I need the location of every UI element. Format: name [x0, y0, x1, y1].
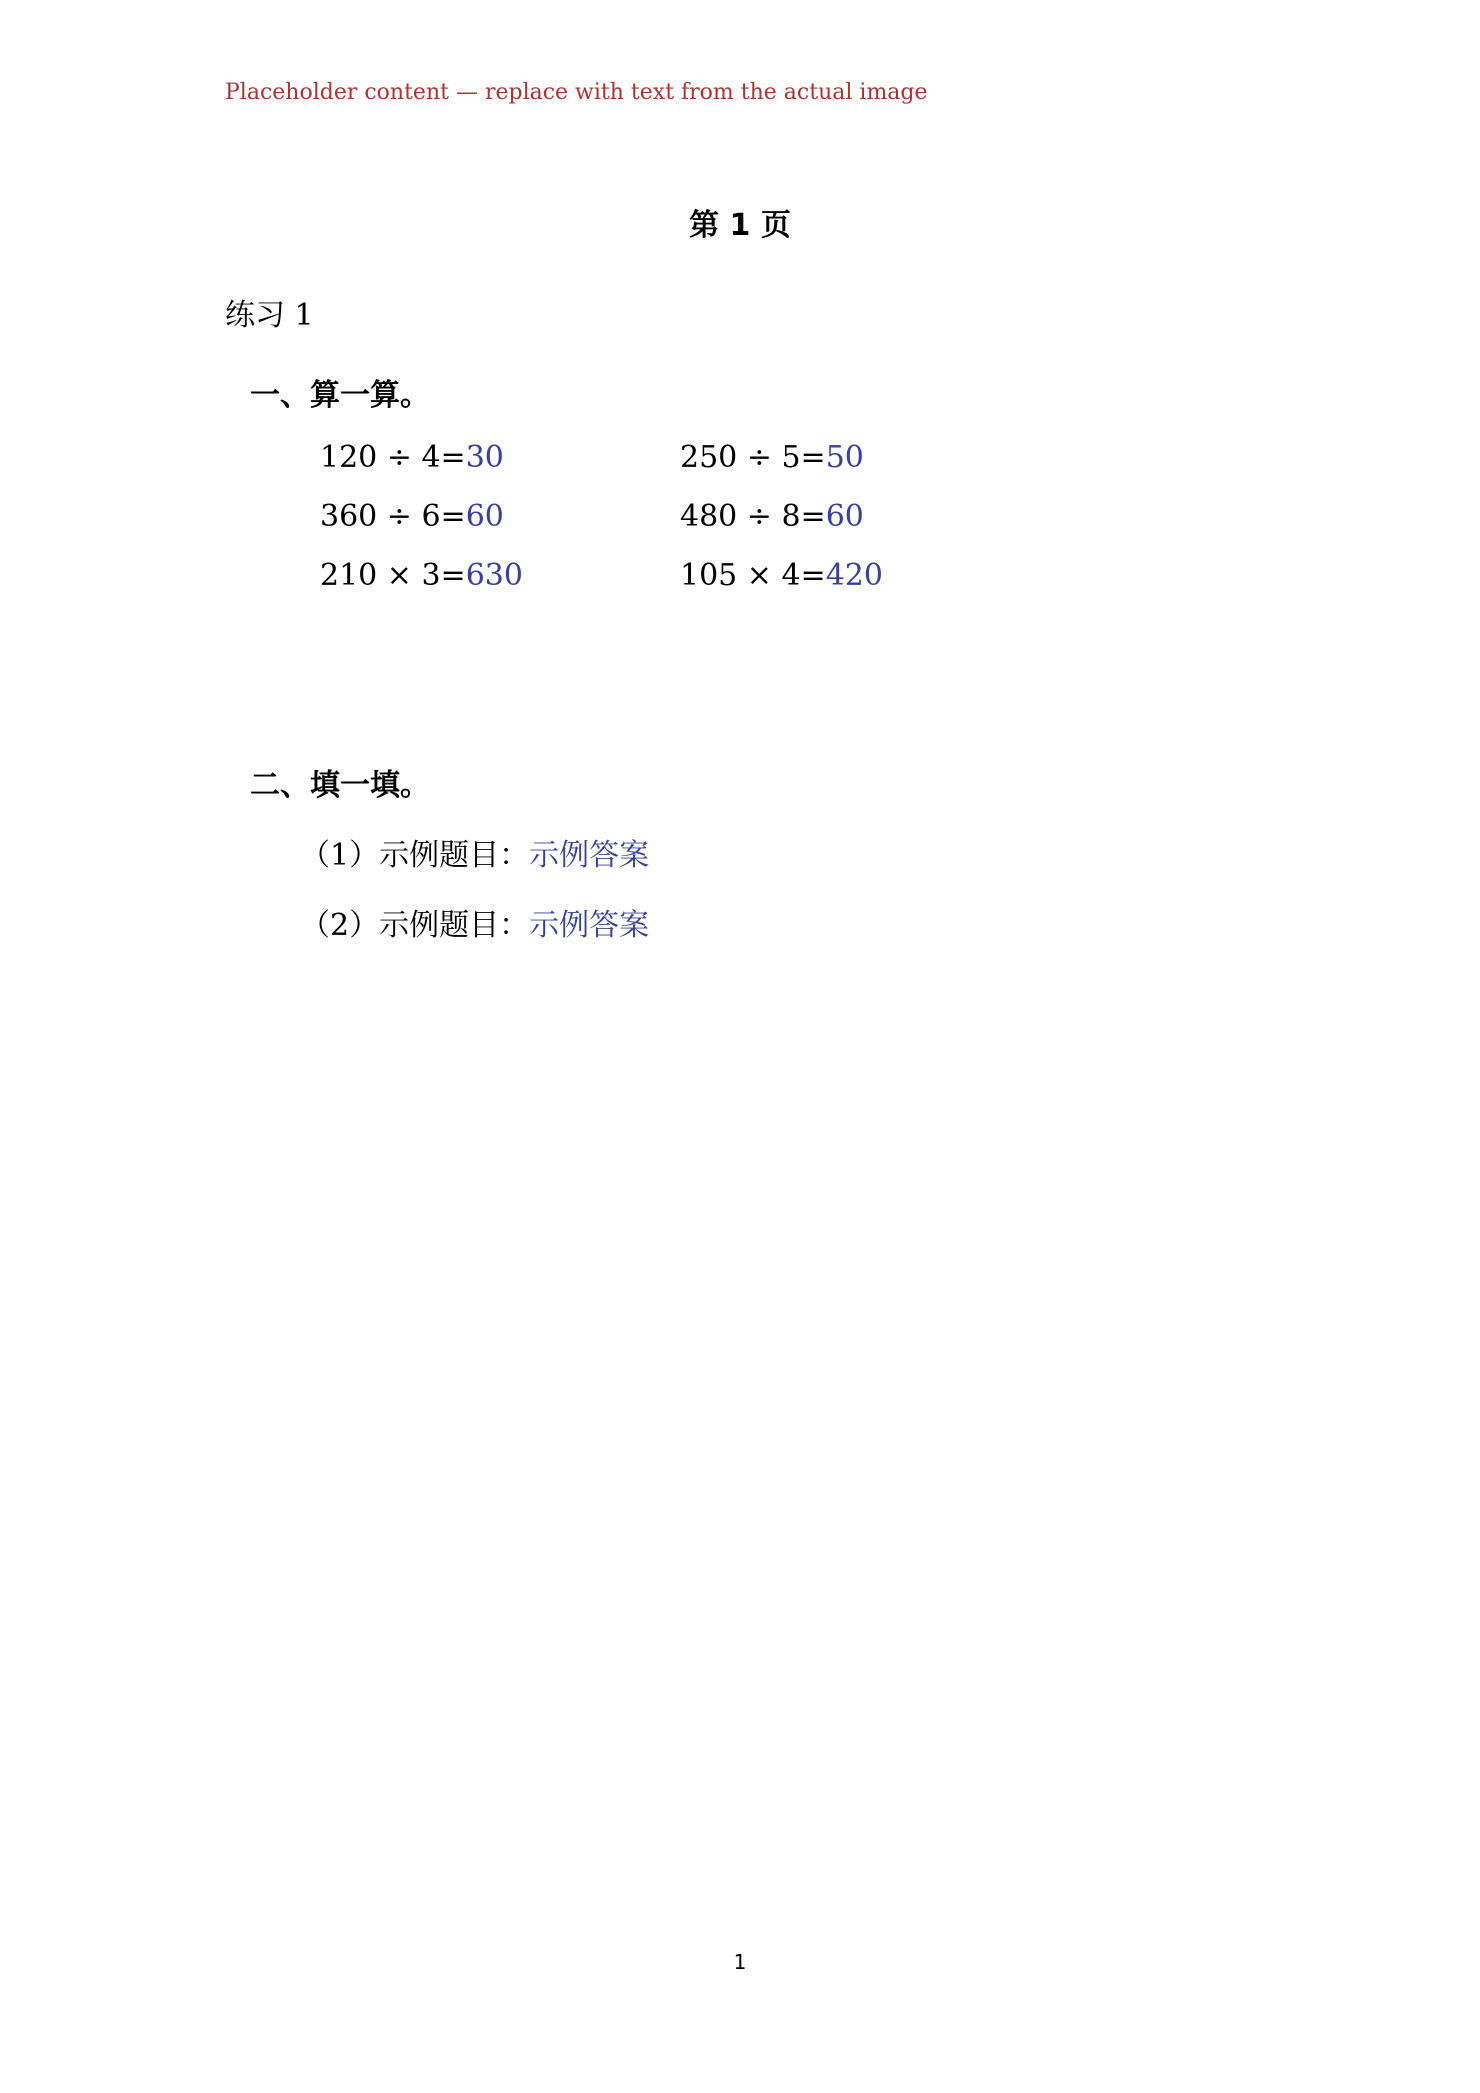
calc-item	[680, 558, 1040, 593]
calc-answer: 630	[465, 558, 523, 593]
calculation-grid	[320, 440, 1040, 593]
calc-question: 480 ÷ 8=	[680, 499, 826, 534]
calc-answer: 420	[825, 558, 883, 593]
calc-question: 360 ÷ 6=	[320, 499, 466, 534]
calc-item	[680, 440, 1040, 475]
page-number: 1	[733, 1950, 747, 1974]
calc-question: 250 ÷ 5=	[680, 440, 826, 475]
fill-question-1: （1）示例题目：示例答案	[300, 838, 650, 873]
calc-answer: 60	[825, 499, 864, 534]
calc-answer: 50	[825, 440, 864, 475]
fill-question-2: （2）示例题目：示例答案	[300, 908, 650, 943]
calc-question: 210 × 3=	[320, 558, 466, 593]
fill-answer: 示例答案	[529, 838, 650, 873]
calc-answer: 60	[465, 499, 504, 534]
calc-question: 120 ÷ 4=	[320, 440, 466, 475]
placeholder-notice: Placeholder content — replace with text from the actual image	[225, 80, 928, 105]
calc-item	[680, 499, 1040, 534]
calc-item	[320, 499, 680, 534]
calc-question: 105 × 4=	[680, 558, 826, 593]
exercise-title: 练习 1	[225, 298, 314, 333]
section-header: 第 1 页	[689, 208, 791, 243]
calc-item	[320, 440, 680, 475]
fill-answer: 示例答案	[529, 908, 650, 943]
calc-answer: 30	[465, 440, 504, 475]
part1-heading: 一、算一算。	[250, 378, 430, 413]
part2-heading: 二、填一填。	[250, 768, 430, 803]
calc-item	[320, 558, 680, 593]
